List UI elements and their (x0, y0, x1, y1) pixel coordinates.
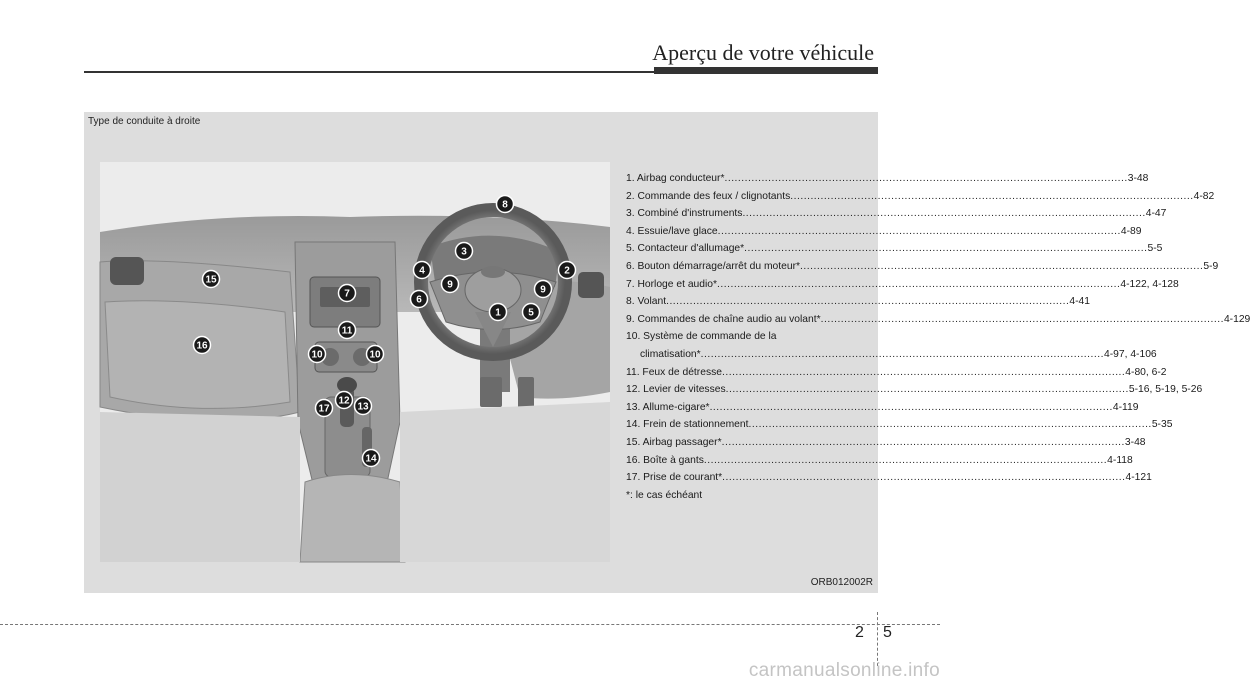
callout-number: 2 (564, 265, 570, 277)
chapter-number: 2 (855, 624, 864, 641)
legend-leader: ........................................................................................................................ (790, 190, 1194, 202)
figure-caption: Type de conduite à droite (88, 116, 201, 127)
callout-marker (194, 337, 211, 354)
callout-number: 17 (318, 403, 330, 415)
footer-divider (877, 612, 878, 666)
header-rule-accent (654, 67, 878, 74)
callout-marker (336, 392, 353, 409)
callout-marker (456, 243, 473, 260)
legend-label: 9. Commandes de chaîne audio au volant* (626, 313, 821, 325)
legend-item (626, 399, 1139, 417)
legend-item (626, 381, 1203, 399)
legend-page-ref: 4-122, 4-128 (1120, 278, 1179, 290)
legend-label: 5. Contacteur d'allumage* (626, 243, 745, 255)
legend-label: 6. Bouton démarrage/arrêt du moteur* (626, 260, 801, 272)
legend-page-ref: 5-16, 5-19, 5-26 (1128, 384, 1203, 396)
callout-marker (355, 398, 372, 415)
callout-marker (309, 346, 326, 363)
legend-label: 15. Airbag passager* (626, 436, 722, 448)
legend-item (626, 205, 1167, 223)
legend-item (626, 434, 1146, 452)
legend-item (626, 469, 1152, 487)
callout-marker (442, 276, 459, 293)
legend-item (626, 240, 1163, 258)
legend-page-ref: 5-5 (1147, 243, 1163, 255)
legend-leader: ........................................................................................................................ (666, 296, 1070, 308)
callout-marker (363, 450, 380, 467)
legend-label: 4. Essuie/lave glace (626, 225, 718, 237)
callout-number: 10 (311, 349, 323, 361)
legend-label: 3. Combiné d'instruments (626, 208, 743, 220)
section-title: Aperçu de votre véhicule (652, 40, 874, 65)
legend-leader: ........................................................................................................................ (724, 173, 1128, 184)
callout-number: 15 (205, 274, 217, 286)
legend-leader: ........................................................................................................................ (700, 348, 1104, 360)
callout-number: 13 (357, 401, 369, 413)
legend-leader: ........................................................................................................................ (717, 225, 1121, 237)
legend-leader: ........................................................................................................................ (721, 366, 1126, 378)
component-legend (626, 170, 1250, 504)
legend-page-ref: 3-48 (1127, 173, 1149, 184)
callout-number: 5 (528, 307, 534, 319)
legend-label: 8. Volant (626, 296, 667, 308)
legend-page-ref: 4-41 (1069, 296, 1090, 308)
legend-leader: ........................................................................................................................ (742, 208, 1146, 220)
footer-rule (0, 624, 940, 625)
legend-label: 2. Commande des feux / clignotants (626, 190, 791, 202)
callout-marker (559, 262, 576, 279)
legend-label: 7. Horloge et audio* (626, 278, 718, 290)
callout-number: 4 (419, 265, 425, 277)
legend-page-ref: 4-82 (1193, 190, 1215, 202)
legend-label: 17. Prise de courant* (626, 472, 723, 484)
legend-label: 12. Levier de vitesses (626, 384, 726, 396)
legend-leader: ........................................................................................................................ (721, 436, 1125, 448)
callout-marker (497, 196, 514, 213)
legend-item (626, 452, 1133, 470)
legend-leader: ........................................................................................................................ (748, 419, 1152, 431)
page-number: 5 (883, 624, 892, 641)
legend-item (626, 188, 1215, 206)
callout-number: 9 (540, 284, 546, 296)
callout-number: 8 (502, 199, 508, 211)
legend-label: 10. Système de commande de la (626, 331, 777, 343)
legend-page-ref: 4-118 (1107, 454, 1133, 466)
legend-page-ref: 5-9 (1203, 260, 1219, 272)
legend-page-ref: 4-80, 6-2 (1125, 366, 1167, 378)
legend-leader: ........................................................................................................................ (725, 384, 1129, 396)
legend-label: 11. Feux de détresse (626, 366, 722, 378)
legend-leader: ........................................................................................................................ (744, 243, 1148, 255)
legend-item (626, 311, 1250, 329)
callout-number: 3 (461, 246, 467, 258)
callout-marker (339, 285, 356, 302)
legend-item (626, 293, 1090, 311)
legend-leader: ........................................................................................................................ (722, 472, 1126, 484)
figure-code: ORB012002R (810, 577, 873, 588)
legend-label: 14. Frein de stationnement (626, 419, 749, 431)
callout-marker (203, 271, 220, 288)
callout-number: 11 (341, 325, 353, 337)
legend-item (626, 328, 860, 346)
callout-number: 9 (447, 279, 453, 291)
legend-page-ref: 4-47 (1145, 208, 1167, 220)
legend-leader: ........................................................................................................................ (703, 454, 1108, 466)
callout-number: 7 (344, 288, 350, 300)
legend-leader: ........................................................................................................................ (820, 313, 1224, 325)
dashboard-illustration (100, 162, 610, 562)
legend-page-ref: 4-97, 4-106 (1103, 348, 1157, 360)
legend-leader: ........................................................................................................................ (717, 278, 1121, 290)
legend-page-ref: 4-119 (1112, 401, 1139, 413)
callout-number: 14 (365, 453, 377, 465)
legend-page-ref: 5-35 (1151, 419, 1173, 431)
callout-number: 6 (416, 294, 422, 306)
callout-layer (100, 162, 610, 562)
callout-marker (316, 400, 333, 417)
callout-marker (367, 346, 384, 363)
legend-page-ref: 4-121 (1125, 472, 1152, 484)
callout-number: 10 (369, 349, 381, 361)
legend-page-ref: 4-89 (1120, 225, 1142, 237)
legend-page-ref: 3-48 (1124, 436, 1146, 448)
legend-label: 1. Airbag conducteur* (626, 173, 725, 184)
callout-number: 12 (338, 395, 350, 407)
legend-label: 13. Allume-cigare* (626, 401, 710, 413)
legend-note: *: le cas échéant (626, 489, 703, 501)
legend-page-ref: 4-129 (1223, 313, 1250, 325)
callout-number: 1 (495, 307, 501, 319)
callout-marker (339, 322, 356, 339)
legend-leader: ........................................................................................................................ (800, 260, 1204, 272)
legend-label: climatisation* (640, 348, 701, 360)
callout-marker (535, 281, 552, 298)
callout-number: 16 (196, 340, 208, 352)
legend-item (626, 223, 1142, 241)
legend-item (626, 258, 1219, 276)
legend-item (626, 364, 1167, 382)
legend-item (626, 346, 1157, 364)
legend-label: 16. Boîte à gants (626, 454, 704, 466)
legend-item (626, 170, 1149, 188)
callout-marker (411, 291, 428, 308)
legend-leader: ........................................................................................................................ (709, 401, 1113, 413)
callout-marker (490, 304, 507, 321)
header-rule (84, 71, 654, 73)
legend-item (626, 276, 1179, 294)
callout-marker (523, 304, 540, 321)
callout-marker (414, 262, 431, 279)
legend-item (626, 416, 1173, 434)
watermark: carmanualsonline.info (748, 660, 940, 681)
